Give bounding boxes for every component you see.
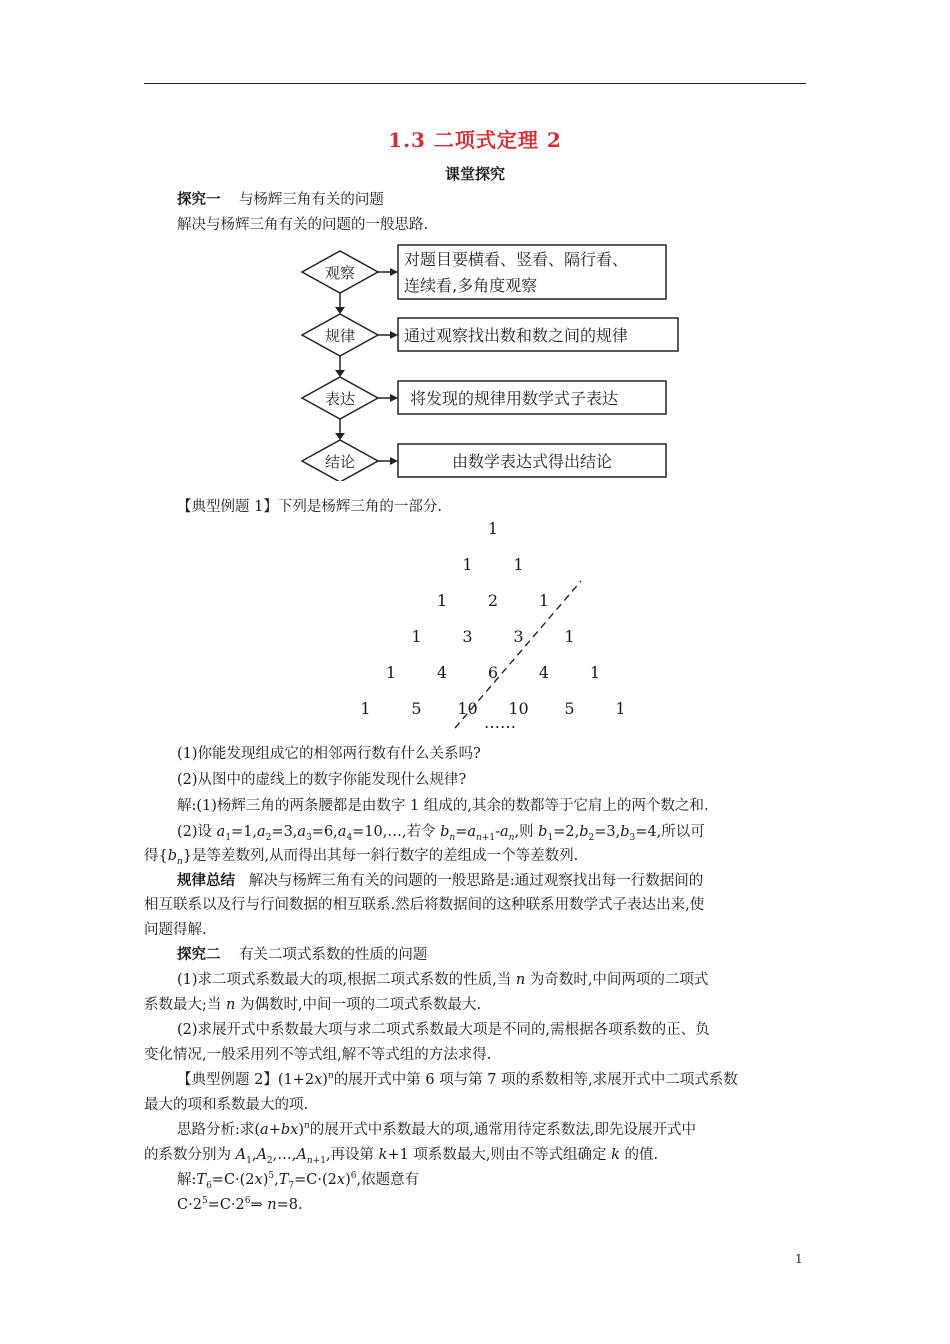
flowchart	[300, 241, 690, 481]
example1-intro: 【典型例题 1】下列是杨辉三角的一部分.	[177, 499, 442, 515]
triangle-cell: 3	[513, 627, 524, 646]
section2-label: 探究二	[177, 946, 221, 963]
flow-desc-observe-1: 对题目要横看、竖看、隔行看、	[404, 250, 629, 269]
triangle-cell: 1	[513, 555, 524, 574]
summary-line3: 问题得解.	[144, 922, 207, 938]
page-subtitle: 课堂探究	[444, 165, 505, 183]
triangle-ellipsis: ……	[484, 713, 516, 732]
triangle-cell: 4	[436, 663, 448, 682]
triangle-cell: 1	[436, 591, 448, 610]
triangle-cell: 1	[360, 699, 371, 718]
flow-step-observe: 观察	[324, 264, 356, 282]
example1-question2: (2)从图中的虚线上的数字你能发现什么规律?	[177, 772, 467, 788]
flow-desc-rule: 通过观察找出数和数之间的规律	[404, 326, 629, 345]
example2-solution: 解$:T_6=C\cdot(2x)^5,T_7=C\cdot(2x)^6$,依题意有	[177, 1171, 420, 1191]
flow-step-conclude: 结论	[324, 453, 356, 471]
flow-desc-conclude: 由数学表达式得出结论	[451, 452, 613, 471]
summary-label: 规律总结	[177, 872, 235, 889]
example2-equation: $C\cdot 2^5=C\cdot 2^6\Rightarrow$ n=8.	[177, 1196, 303, 1213]
example1-question1: (1)你能发现组成它的相邻两行数有什么关系吗?	[177, 746, 481, 762]
triangle-cell: 10	[508, 699, 529, 718]
section2-title: 有关二项式系数的性质的问题	[238, 947, 428, 963]
summary-line2: 相互联系以及行与行间数据的相互联系.然后将数据间的这种联系用数学式子表达出来,使	[144, 897, 705, 913]
section1-title: 与杨辉三角有关的问题	[238, 192, 384, 208]
example2-idea-line1: 思路分析:求$(a+bx)^n$的展开式中系数最大的项,通常用待定系数法,即先设展开式中	[177, 1121, 697, 1138]
example2-idea-line2: 的系数分别为 $A_1,A_2,\dots,A_{n+1}$,再设第 k+1 项系数最大,则由不等式组确定 k 的值.	[144, 1147, 659, 1166]
example2-line1: 【典型例题 2】$(1+2x)^n$的展开式中第 6 项与第 7 项的系数相等,求展开式中二项式系数	[177, 1071, 738, 1088]
triangle-cell: 5	[564, 699, 575, 718]
triangle-cell: 1	[564, 627, 575, 646]
page-number: 1	[795, 1252, 803, 1266]
triangle-cell: 1	[411, 627, 422, 646]
header-rule	[144, 83, 806, 84]
section1-heading	[177, 190, 384, 210]
triangle-cell: 5	[411, 699, 422, 718]
flow-step-express: 表达	[324, 390, 356, 408]
section2-p1-line2: 系数最大;当 n 为偶数时,中间一项的二项式系数最大.	[144, 997, 482, 1013]
triangle-cell: 1	[615, 699, 626, 718]
section2-p1-line1: (1)求二项式系数最大的项,根据二项式系数的性质,当 n 为奇数时,中间两项的二项式	[177, 972, 709, 988]
flow-desc-express: 将发现的规律用数学式子表达	[410, 389, 619, 408]
example2-line2: 最大的项和系数最大的项.	[144, 1097, 309, 1113]
triangle-cell: 1	[487, 519, 499, 538]
section2-p2-line1: (2)求展开式中系数最大项与求二项式系数最大项是不同的,需根据各项系数的正、负	[177, 1022, 710, 1038]
triangle-cell: 1	[589, 663, 601, 682]
triangle-cell: 6	[487, 663, 499, 682]
triangle-cell: 1	[385, 663, 397, 682]
triangle-cell: 4	[538, 663, 550, 682]
triangle-cell: 1	[462, 555, 473, 574]
example1-answer2-line1: (2)设 $a_1=1,a_2=3,a_3=6,a_4=10,\dots$,若令 $b_n=a_{n+1}-a_n$,则 $b_1=2,b_2=3,b_3=4$,所以可	[177, 824, 705, 843]
section1-intro: 解决与杨辉三角有关的问题的一般思路.	[177, 217, 429, 233]
example1-answer2-line2: 得$\{b_n\}$是等差数列,从而得出其每一斜行数字的差组成一个等差数列.	[144, 848, 579, 867]
page-title: 1.3 二项式定理 2	[388, 128, 562, 152]
example1-answer1: 解:(1)杨辉三角的两条腰都是由数字 1 组成的,其余的数都等于它肩上的两个数之和.	[177, 798, 709, 814]
section2-p2-line2: 变化情况,一般采用列不等式组,解不等式组的方法求得.	[144, 1047, 492, 1063]
triangle-cell: 10	[457, 699, 478, 718]
section2-heading	[177, 945, 427, 965]
flow-step-rule: 规律	[324, 327, 356, 345]
triangle-cell: 2	[487, 591, 499, 610]
flow-desc-observe-2: 连续看,多角度观察	[404, 276, 538, 295]
summary-line1: 规律总结 解决与杨辉三角有关的问题的一般思路是:通过观察找出每一行数据间的	[177, 872, 704, 889]
pascal-triangle	[300, 515, 700, 740]
triangle-cell: 3	[462, 627, 473, 646]
triangle-cell: 1	[538, 591, 550, 610]
section1-label: 探究一	[177, 191, 221, 208]
